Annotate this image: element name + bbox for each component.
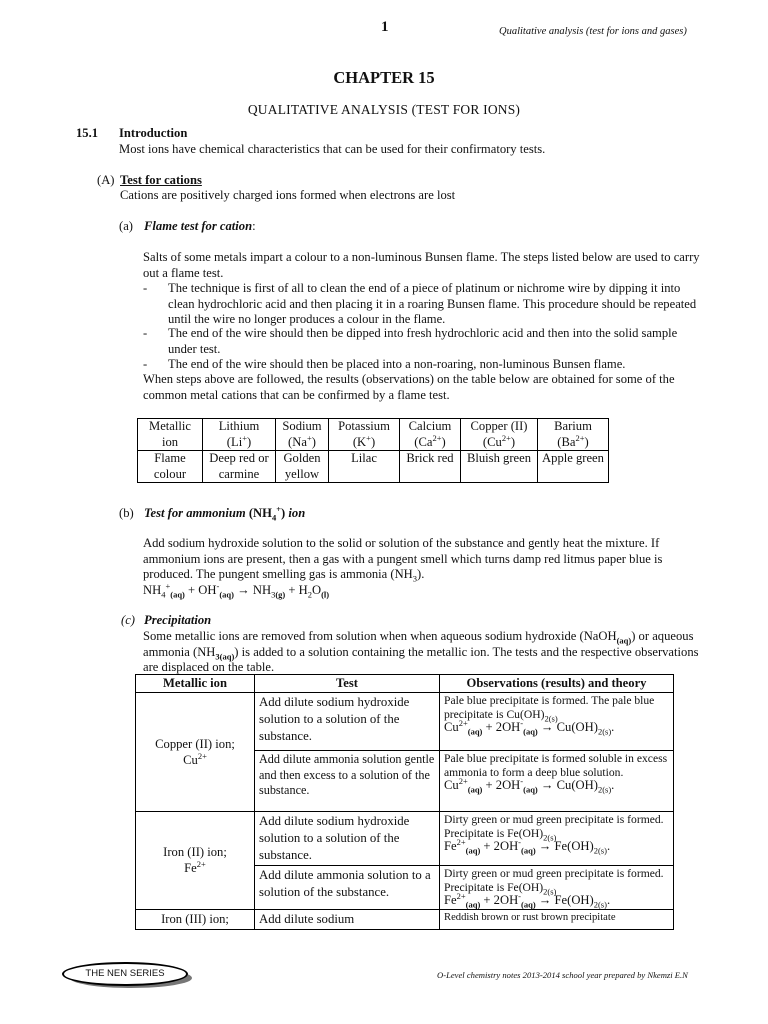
row-label: Metallic ion [138, 419, 203, 451]
observation-cell: Pale blue precipitate is formed soluble in excess ammonia to form a deep blue solution. $Cu^{2+}_{(aq)} + 2OH^-_{(aq)} \to Cu(OH)_{2(s)}$. [440, 751, 674, 812]
test-cell: Add dilute sodium [255, 909, 440, 929]
page-number: 1 [381, 19, 389, 35]
flame-step-1: The technique is first of all to clean the end of a piece of platinum or nichrome wire by dipping it into clean hydrochloric acid and then placing it in a roaring Bunsen flame. This procedure should be repeated until the wire no longer produces a colour in the flame. [168, 281, 697, 326]
footer-logo: THE NEN SERIES [62, 962, 188, 986]
row-label: Flame colour [138, 451, 203, 483]
colour-cell: Golden yellow [276, 451, 329, 483]
ion-cell: Iron (III) ion; [136, 909, 255, 929]
precipitation-paragraph: Some metallic ions are removed from solution when when aqueous sodium hydroxide (NaOH$_{(aq)}$) or aqueous ammonia $(NH_{3(aq)})$ is added to a solution containing the metallic ion. The tests and the respective observations are displaced on the table. [143, 629, 699, 674]
precipitation-title: Precipitation [144, 613, 212, 627]
flame-heading: Flame test for cation: [144, 219, 256, 233]
ion-cell: Calcium $(Ca^{2+})$ [400, 419, 461, 451]
ion-cell: Sodium (Na+) [276, 419, 329, 451]
ion-cell: Iron (II) ion; $Fe^{2+}$ [136, 812, 255, 910]
chapter-subtitle: QUALITATIVE ANALYSIS (TEST FOR IONS) [247, 102, 521, 117]
ammonium-marker: (b) [119, 506, 134, 520]
observation-cell: Pale blue precipitate is formed. The pale blue precipitate is $Cu(OH)_{2(s)}$ $Cu^{2+}_{(aq)} + 2OH^-_{(aq)} \to Cu(OH)_{2(s)}$. [440, 693, 674, 751]
bullet-marker: - [143, 281, 148, 295]
test-cell: Add dilute sodium hydroxide solution to a solution of the substance. [255, 693, 440, 751]
subsection-text: Cations are positively charged ions formed when electrons are lost [120, 188, 456, 202]
ammonium-equation: $NH_4^+_{(aq)} + OH^-_{(aq)} \to NH_{3(g)} + H_2O_{(l)}$ [143, 580, 330, 600]
ion-cell: Copper (II) $(Cu^{2+})$ [461, 419, 538, 451]
table-row [136, 812, 674, 866]
flame-title: Flame test for cation [144, 219, 253, 233]
ammonium-heading: Test for ammonium $(NH_4^+)$ ion [144, 503, 306, 523]
observation-cell: Dirty green or mud green precipitate is formed. Precipitate is $Fe(OH)_{2(s)}$ $Fe^{2+}_{(aq)} + 2OH^-_{(aq)} \to Fe(OH)_{2(s)}$. [440, 866, 674, 910]
observation-cell: Dirty green or mud green precipitate is formed. Precipitate is $Fe(OH)_{2(s)}$ $Fe^{2+}_{(aq)} + 2OH^-_{(aq)} \to Fe(OH)_{2(s)}$. [440, 812, 674, 866]
colour-cell: Deep red or carmine [203, 451, 276, 483]
colour-cell: Bluish green [461, 451, 538, 483]
section-intro: Most ions have chemical characteristics that can be used for their confirmatory tests. [119, 142, 546, 156]
bullet-marker: - [143, 357, 148, 371]
observation-cell: Reddish brown or rust brown precipitate [440, 909, 674, 929]
section-number: 15.1 [76, 126, 99, 140]
subsection-marker: (A) [97, 173, 115, 187]
flame-paragraph: Salts of some metals impart a colour to a non-luminous Bunsen flame. The steps listed below are used to carry out a flame test. [143, 250, 700, 280]
column-header: Metallic ion [136, 675, 255, 693]
footer-text: O-Level chemistry notes 2013-2014 school year prepared by Nkemzi E.N [437, 970, 688, 980]
colour-cell: Brick red [400, 451, 461, 483]
table-row [138, 451, 609, 483]
table-header-row [136, 675, 674, 693]
running-header: Qualitative analysis (test for ions and gases) [499, 26, 687, 37]
test-cell: Add dilute sodium hydroxide solution to a solution of the substance. [255, 812, 440, 866]
ion-cell: Lithium (Li+) [203, 419, 276, 451]
precipitation-marker: (c) [121, 613, 135, 627]
table-row [136, 909, 674, 929]
ion-cell: Barium $(Ba^{2+})$ [538, 419, 609, 451]
table-row [136, 693, 674, 751]
precipitation-table [135, 674, 674, 930]
colour-cell: Lilac [329, 451, 400, 483]
flame-step-2: The end of the wire should then be dipped into fresh hydrochloric acid and then into the solid sample under test. [168, 326, 678, 356]
chapter-title: CHAPTER 15 [333, 68, 435, 87]
ion-cell: Potassium (K+) [329, 419, 400, 451]
flame-step-3: The end of the wire should then be placed into a non-roaring, non-luminous Bunsen flame. [168, 357, 626, 371]
test-cell: Add dilute ammonia solution gentle and then excess to a solution of the substance. [255, 751, 440, 812]
column-header: Observations (results) and theory [440, 675, 674, 693]
subsection-title: Test for cations [120, 173, 202, 187]
ion-cell: Copper (II) ion; $Cu^{2+}$ [136, 693, 255, 812]
test-cell: Add dilute ammonia solution to a solution of the substance. [255, 866, 440, 910]
flame-marker: (a) [119, 219, 133, 233]
bullet-marker: - [143, 326, 148, 340]
section-title: Introduction [119, 126, 188, 140]
column-header: Test [255, 675, 440, 693]
flame-test-table [137, 418, 609, 483]
table-row [138, 419, 609, 451]
ammonium-paragraph: Add sodium hydroxide solution to the solid or solution of the substance and gently heat the mixture. If ammonium ions are present, then a gas with a pungent smell which turns damp red litmus paper blue is produced. The pungent smelling gas is ammonia $(NH_3)$. [143, 536, 663, 584]
flame-paragraph-2: When steps above are followed, the results (observations) on the table below are obtained for some of the common metal cations that can be confirmed by a flame test. [143, 372, 675, 402]
colour-cell: Apple green [538, 451, 609, 483]
